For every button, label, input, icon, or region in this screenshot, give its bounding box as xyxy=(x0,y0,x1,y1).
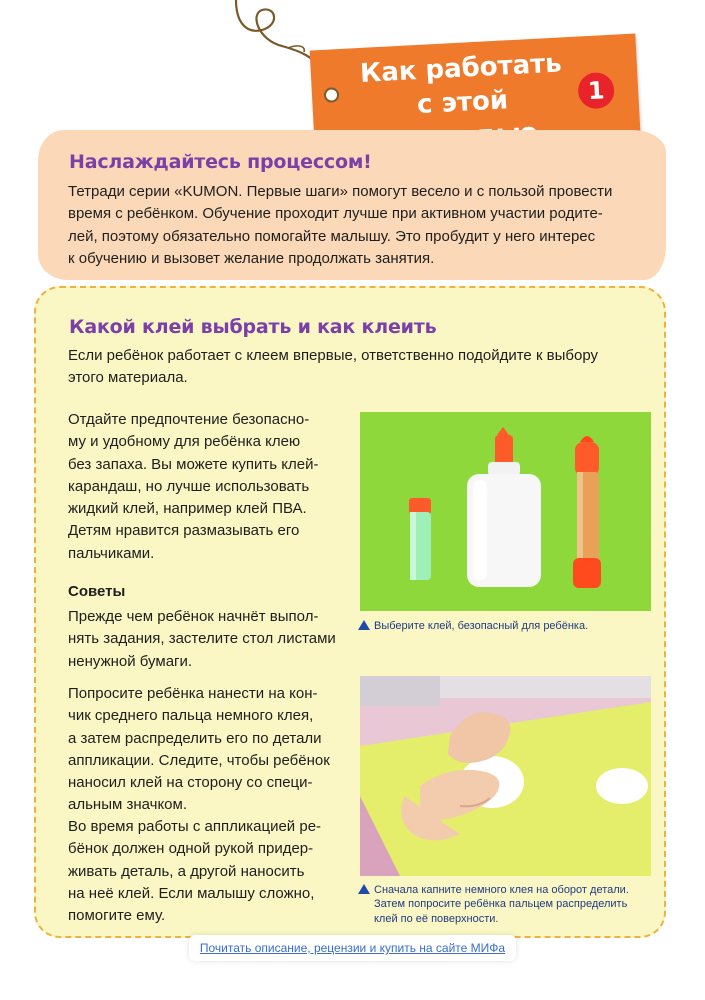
glue-stick xyxy=(409,498,431,580)
text-line: Во время работы с аппликацией ре- xyxy=(68,818,322,835)
applying-glue-illustration xyxy=(360,676,651,876)
text-line: лей, поэтому обязательно помогайте малышу. Это пробудит у него интерес xyxy=(68,227,596,245)
text-line: чик среднего пальца немного клея, xyxy=(68,707,314,725)
text-line: пальчиками. xyxy=(68,544,155,562)
tips-heading: Советы xyxy=(68,583,126,600)
text-line: Попросите ребёнка нанести на кон- xyxy=(68,685,318,702)
text-line: альным значком. xyxy=(68,796,187,814)
glue-products-illustration xyxy=(360,412,651,611)
text-line: Прежде чем ребёнок начнёт выпол- xyxy=(68,608,319,625)
text-line: нять задания, застелите стол листами xyxy=(68,630,336,648)
text-line: наносил клей на сторону со специ- xyxy=(68,774,313,792)
tag-hole xyxy=(324,87,340,103)
text-line: му и удобному для ребёнка клею xyxy=(68,433,301,451)
text-line: Отдайте предпочтение безопасно- xyxy=(68,411,310,428)
tip-paragraph-2 xyxy=(68,683,348,817)
buy-on-mif-link[interactable]: Почитать описание, рецензии и купить на сайте МИФа xyxy=(189,935,516,961)
enjoy-heading: Наслаждайтесь процессом! xyxy=(69,151,372,173)
text-line: а затем распределить его по детали xyxy=(68,729,322,747)
enjoy-paragraph xyxy=(68,181,648,270)
tip-paragraph-3 xyxy=(68,816,348,927)
chapter-number-badge: 1 xyxy=(577,72,615,110)
glue-intro xyxy=(68,345,648,390)
glue-pen xyxy=(573,436,601,588)
text-line: на неё клей. Если малышу сложно, xyxy=(68,884,315,902)
text-line: живать деталь, а другой наносить xyxy=(68,862,305,880)
text-line: жидкий клей, например клей ПВА. xyxy=(68,500,307,518)
chapter-title-line-2: с этой xyxy=(416,85,509,121)
tip-paragraph-1 xyxy=(68,606,348,673)
glue-choice-paragraph xyxy=(68,409,348,565)
text-line: помогите ему. xyxy=(68,907,166,925)
caption-line: клей по её поверхности. xyxy=(374,912,499,925)
text-line: Детям нравится размазывать его xyxy=(68,522,300,540)
photo-caption-1: Выберите клей, безопасный для ребёнка. xyxy=(374,620,589,632)
glue-products-photo xyxy=(360,412,651,611)
caption-line: Затем попросите ребёнка пальцем распределить xyxy=(374,898,628,911)
text-line: карандаш, но лучше использовать xyxy=(68,477,310,495)
chapter-title-line-1: Как работать xyxy=(359,48,563,89)
caption-line: Сначала капните немного клея на оборот детали. xyxy=(374,884,629,896)
triangle-up-icon xyxy=(358,620,370,630)
text-line: аппликации. Следите, чтобы ребёнок xyxy=(68,751,330,769)
applying-glue-photo xyxy=(360,676,651,876)
text-line: этого материала. xyxy=(68,369,188,387)
text-line: без запаха. Вы можете купить клей- xyxy=(68,455,319,473)
text-line: время с ребёнком. Обучение проходит лучше при активном участии родите- xyxy=(68,205,603,223)
text-line: к обучению и вызовет желание продолжать занятия. xyxy=(68,249,435,267)
photo-caption-2 xyxy=(374,883,664,926)
text-line: бёнок должен одной рукой придер- xyxy=(68,840,314,858)
triangle-up-icon xyxy=(358,884,370,894)
text-line: ненужной бумаги. xyxy=(68,652,193,670)
glue-heading: Какой клей выбрать и как клеить xyxy=(69,316,437,338)
text-line: Если ребёнок работает с клеем впервые, ответственно подойдите к выбору xyxy=(68,347,599,364)
text-line: Тетради серии «KUMON. Первые шаги» помогут весело и с пользой провести xyxy=(68,183,613,200)
